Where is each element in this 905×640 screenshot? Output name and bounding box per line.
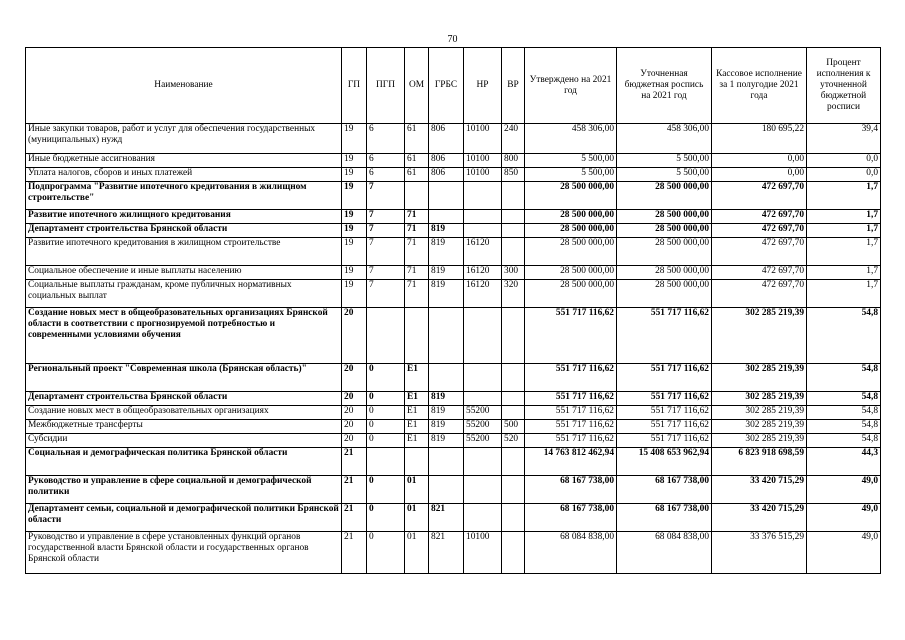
cell-name: Развитие ипотечного жилищного кредитования (26, 210, 342, 224)
cell-grbs (429, 476, 464, 504)
cell-percent: 54,8 (807, 420, 881, 434)
cell-name: Субсидии (26, 434, 342, 448)
cell-cash: 302 285 219,39 (712, 434, 807, 448)
cell-ppgp: 0 (367, 420, 405, 434)
cell-om: E1 (405, 434, 429, 448)
cell-gp: 19 (342, 168, 367, 182)
cell-cash: 33 420 715,29 (712, 504, 807, 532)
table-row (26, 154, 881, 168)
table-row (26, 124, 881, 154)
cell-grbs (429, 210, 464, 224)
header-refined: Уточненная бюджетная роспись на 2021 год (617, 48, 712, 124)
cell-refined: 68 167 738,00 (617, 504, 712, 532)
header-gp: ГП (342, 48, 367, 124)
cell-nr: 16120 (464, 238, 502, 266)
table-row (26, 448, 881, 476)
cell-om: 71 (405, 266, 429, 280)
cell-ppgp: 6 (367, 154, 405, 168)
cell-gp: 19 (342, 154, 367, 168)
cell-vr (502, 224, 525, 238)
cell-grbs: 819 (429, 224, 464, 238)
header-approved: Утверждено на 2021 год (525, 48, 617, 124)
cell-om: 71 (405, 210, 429, 224)
cell-approved: 551 717 116,62 (525, 434, 617, 448)
cell-percent: 1,7 (807, 280, 881, 308)
cell-om: E1 (405, 392, 429, 406)
cell-approved: 28 500 000,00 (525, 266, 617, 280)
table-row (26, 238, 881, 266)
cell-ppgp (367, 448, 405, 476)
cell-cash: 472 697,70 (712, 224, 807, 238)
cell-vr: 800 (502, 154, 525, 168)
cell-vr (502, 448, 525, 476)
cell-percent: 39,4 (807, 124, 881, 154)
cell-cash: 302 285 219,39 (712, 308, 807, 364)
cell-om: E1 (405, 364, 429, 392)
cell-ppgp: 0 (367, 364, 405, 392)
cell-gp: 21 (342, 532, 367, 574)
cell-name: Социальная и демографическая политика Брянской области (26, 448, 342, 476)
cell-gp: 19 (342, 182, 367, 210)
cell-gp: 19 (342, 210, 367, 224)
cell-grbs (429, 182, 464, 210)
cell-nr (464, 392, 502, 406)
cell-vr (502, 476, 525, 504)
cell-refined: 551 717 116,62 (617, 364, 712, 392)
cell-nr (464, 504, 502, 532)
cell-refined: 68 167 738,00 (617, 476, 712, 504)
cell-approved: 551 717 116,62 (525, 364, 617, 392)
cell-percent: 49,0 (807, 504, 881, 532)
cell-name: Развитие ипотечного кредитования в жилищном строительстве (26, 238, 342, 266)
cell-nr: 10100 (464, 532, 502, 574)
cell-approved: 28 500 000,00 (525, 238, 617, 266)
cell-gp: 19 (342, 280, 367, 308)
cell-om: E1 (405, 420, 429, 434)
cell-approved: 551 717 116,62 (525, 308, 617, 364)
cell-name: Руководство и управление в сфере установленных функций органов государственной власти Брянской области и государственных органов Брянской области (26, 532, 342, 574)
cell-cash: 472 697,70 (712, 182, 807, 210)
table-row (26, 210, 881, 224)
cell-gp: 21 (342, 476, 367, 504)
cell-ppgp: 7 (367, 266, 405, 280)
header-percent: Процент исполнения к уточненной бюджетной росписи (807, 48, 881, 124)
cell-grbs: 819 (429, 280, 464, 308)
cell-approved: 551 717 116,62 (525, 406, 617, 420)
cell-ppgp: 0 (367, 434, 405, 448)
cell-ppgp: 6 (367, 124, 405, 154)
table-row (26, 364, 881, 392)
table-row (26, 406, 881, 420)
cell-approved: 458 306,00 (525, 124, 617, 154)
cell-name: Департамент строительства Брянской области (26, 392, 342, 406)
cell-approved: 68 167 738,00 (525, 504, 617, 532)
cell-cash: 0,00 (712, 168, 807, 182)
cell-gp: 20 (342, 406, 367, 420)
cell-ppgp: 0 (367, 476, 405, 504)
cell-vr (502, 182, 525, 210)
cell-grbs: 819 (429, 392, 464, 406)
cell-approved: 551 717 116,62 (525, 420, 617, 434)
header-om: ОМ (405, 48, 429, 124)
cell-gp: 19 (342, 238, 367, 266)
cell-om (405, 308, 429, 364)
cell-grbs: 806 (429, 154, 464, 168)
cell-vr (502, 364, 525, 392)
cell-gp: 21 (342, 504, 367, 532)
cell-refined: 28 500 000,00 (617, 266, 712, 280)
cell-om: 61 (405, 154, 429, 168)
cell-vr: 320 (502, 280, 525, 308)
cell-nr: 55200 (464, 420, 502, 434)
header-grbs: ГРБС (429, 48, 464, 124)
cell-ppgp: 7 (367, 280, 405, 308)
table-row (26, 182, 881, 210)
cell-refined: 551 717 116,62 (617, 420, 712, 434)
cell-refined: 28 500 000,00 (617, 210, 712, 224)
cell-vr (502, 308, 525, 364)
cell-nr (464, 364, 502, 392)
cell-percent: 1,7 (807, 210, 881, 224)
cell-approved: 68 084 838,00 (525, 532, 617, 574)
cell-cash: 302 285 219,39 (712, 406, 807, 420)
cell-nr: 10100 (464, 168, 502, 182)
cell-approved: 28 500 000,00 (525, 182, 617, 210)
cell-name: Межбюджетные трансферты (26, 420, 342, 434)
cell-cash: 472 697,70 (712, 266, 807, 280)
cell-grbs: 806 (429, 168, 464, 182)
cell-nr: 16120 (464, 280, 502, 308)
cell-percent: 54,8 (807, 406, 881, 420)
table-row (26, 266, 881, 280)
cell-percent: 49,0 (807, 532, 881, 574)
cell-grbs: 819 (429, 406, 464, 420)
cell-refined: 551 717 116,62 (617, 392, 712, 406)
cell-name: Региональный проект "Современная школа (Брянская область)" (26, 364, 342, 392)
cell-vr (502, 406, 525, 420)
cell-percent: 54,8 (807, 434, 881, 448)
header-name: Наименование (26, 48, 342, 124)
header-ppgp: ПГП (367, 48, 405, 124)
cell-cash: 302 285 219,39 (712, 420, 807, 434)
cell-percent: 1,7 (807, 266, 881, 280)
cell-vr (502, 238, 525, 266)
cell-gp: 19 (342, 224, 367, 238)
cell-nr (464, 308, 502, 364)
cell-cash: 6 823 918 698,59 (712, 448, 807, 476)
cell-percent: 49,0 (807, 476, 881, 504)
cell-nr (464, 476, 502, 504)
cell-refined: 5 500,00 (617, 168, 712, 182)
table-row (26, 224, 881, 238)
cell-refined: 28 500 000,00 (617, 182, 712, 210)
table-body (26, 124, 881, 574)
cell-gp: 20 (342, 364, 367, 392)
table-row (26, 434, 881, 448)
cell-ppgp: 7 (367, 224, 405, 238)
cell-ppgp: 0 (367, 406, 405, 420)
cell-om: 61 (405, 124, 429, 154)
budget-table (25, 47, 881, 574)
cell-cash: 180 695,22 (712, 124, 807, 154)
cell-percent: 1,7 (807, 238, 881, 266)
cell-cash: 33 420 715,29 (712, 476, 807, 504)
cell-cash: 0,00 (712, 154, 807, 168)
cell-om: 61 (405, 168, 429, 182)
cell-om: 01 (405, 504, 429, 532)
cell-refined: 28 500 000,00 (617, 280, 712, 308)
cell-approved: 5 500,00 (525, 154, 617, 168)
cell-grbs: 821 (429, 504, 464, 532)
cell-approved: 28 500 000,00 (525, 210, 617, 224)
cell-gp: 20 (342, 434, 367, 448)
table-row (26, 476, 881, 504)
cell-name: Социальные выплаты гражданам, кроме публичных нормативных социальных выплат (26, 280, 342, 308)
page-number: 70 (447, 34, 458, 45)
table-row (26, 532, 881, 574)
cell-name: Создание новых мест в общеобразовательных организациях (26, 406, 342, 420)
header-vr: ВР (502, 48, 525, 124)
cell-gp: 20 (342, 392, 367, 406)
cell-percent: 54,8 (807, 392, 881, 406)
cell-vr (502, 504, 525, 532)
cell-percent: 44,3 (807, 448, 881, 476)
cell-cash: 472 697,70 (712, 210, 807, 224)
table-row (26, 392, 881, 406)
cell-nr: 10100 (464, 124, 502, 154)
cell-refined: 458 306,00 (617, 124, 712, 154)
cell-refined: 15 408 653 962,94 (617, 448, 712, 476)
cell-name: Иные бюджетные ассигнования (26, 154, 342, 168)
cell-nr (464, 224, 502, 238)
cell-grbs: 819 (429, 420, 464, 434)
cell-approved: 28 500 000,00 (525, 280, 617, 308)
cell-ppgp: 7 (367, 210, 405, 224)
cell-approved: 28 500 000,00 (525, 224, 617, 238)
cell-cash: 472 697,70 (712, 238, 807, 266)
cell-ppgp: 0 (367, 392, 405, 406)
cell-vr (502, 532, 525, 574)
cell-refined: 551 717 116,62 (617, 308, 712, 364)
cell-vr (502, 210, 525, 224)
cell-grbs (429, 364, 464, 392)
cell-percent: 54,8 (807, 364, 881, 392)
cell-percent: 1,7 (807, 182, 881, 210)
cell-vr (502, 392, 525, 406)
cell-gp: 19 (342, 124, 367, 154)
cell-grbs: 821 (429, 532, 464, 574)
cell-name: Иные закупки товаров, работ и услуг для обеспечения государственных (муниципальных) нужд (26, 124, 342, 154)
cell-name: Руководство и управление в сфере социальной и демографической политики (26, 476, 342, 504)
cell-name: Социальное обеспечение и иные выплаты населению (26, 266, 342, 280)
cell-name: Уплата налогов, сборов и иных платежей (26, 168, 342, 182)
cell-gp: 21 (342, 448, 367, 476)
cell-gp: 20 (342, 420, 367, 434)
cell-nr: 55200 (464, 434, 502, 448)
cell-vr: 300 (502, 266, 525, 280)
cell-approved: 5 500,00 (525, 168, 617, 182)
table-row (26, 168, 881, 182)
cell-approved: 551 717 116,62 (525, 392, 617, 406)
cell-refined: 551 717 116,62 (617, 406, 712, 420)
cell-grbs: 806 (429, 124, 464, 154)
cell-name: Департамент строительства Брянской области (26, 224, 342, 238)
cell-nr: 16120 (464, 266, 502, 280)
header-nr: НР (464, 48, 502, 124)
cell-cash: 302 285 219,39 (712, 392, 807, 406)
cell-nr (464, 182, 502, 210)
cell-ppgp (367, 308, 405, 364)
cell-name: Департамент семьи, социальной и демографической политики Брянской области (26, 504, 342, 532)
table-row (26, 504, 881, 532)
cell-gp: 20 (342, 308, 367, 364)
cell-name: Создание новых мест в общеобразовательных организациях Брянской области в соответствии с прогнозируемой потребностью и современными условиями обучения (26, 308, 342, 364)
cell-grbs: 819 (429, 238, 464, 266)
cell-grbs: 819 (429, 434, 464, 448)
cell-om: 01 (405, 532, 429, 574)
cell-om (405, 182, 429, 210)
cell-grbs (429, 308, 464, 364)
cell-om: 71 (405, 238, 429, 266)
table-row (26, 280, 881, 308)
cell-cash: 472 697,70 (712, 280, 807, 308)
cell-ppgp: 7 (367, 182, 405, 210)
table-header-row (26, 48, 881, 124)
cell-grbs (429, 448, 464, 476)
cell-om: E1 (405, 406, 429, 420)
cell-nr (464, 448, 502, 476)
cell-percent: 0,0 (807, 154, 881, 168)
cell-om (405, 448, 429, 476)
cell-vr: 240 (502, 124, 525, 154)
cell-percent: 1,7 (807, 224, 881, 238)
cell-vr: 850 (502, 168, 525, 182)
cell-vr: 500 (502, 420, 525, 434)
cell-grbs: 819 (429, 266, 464, 280)
cell-ppgp: 6 (367, 168, 405, 182)
cell-refined: 68 084 838,00 (617, 532, 712, 574)
cell-refined: 28 500 000,00 (617, 224, 712, 238)
cell-ppgp: 7 (367, 238, 405, 266)
cell-vr: 520 (502, 434, 525, 448)
cell-nr: 55200 (464, 406, 502, 420)
cell-refined: 28 500 000,00 (617, 238, 712, 266)
table-row (26, 420, 881, 434)
cell-ppgp: 0 (367, 532, 405, 574)
cell-cash: 302 285 219,39 (712, 364, 807, 392)
cell-name: Подпрограмма "Развитие ипотечного кредитования в жилищном строительстве" (26, 182, 342, 210)
cell-ppgp: 0 (367, 504, 405, 532)
cell-gp: 19 (342, 266, 367, 280)
cell-om: 01 (405, 476, 429, 504)
cell-approved: 68 167 738,00 (525, 476, 617, 504)
cell-refined: 551 717 116,62 (617, 434, 712, 448)
cell-nr: 10100 (464, 154, 502, 168)
cell-percent: 0,0 (807, 168, 881, 182)
cell-percent: 54,8 (807, 308, 881, 364)
header-cash: Кассовое исполнение за 1 полугодие 2021 года (712, 48, 807, 124)
cell-refined: 5 500,00 (617, 154, 712, 168)
cell-nr (464, 210, 502, 224)
cell-om: 71 (405, 280, 429, 308)
cell-approved: 14 763 812 462,94 (525, 448, 617, 476)
cell-cash: 33 376 515,29 (712, 532, 807, 574)
table-row (26, 308, 881, 364)
cell-om: 71 (405, 224, 429, 238)
